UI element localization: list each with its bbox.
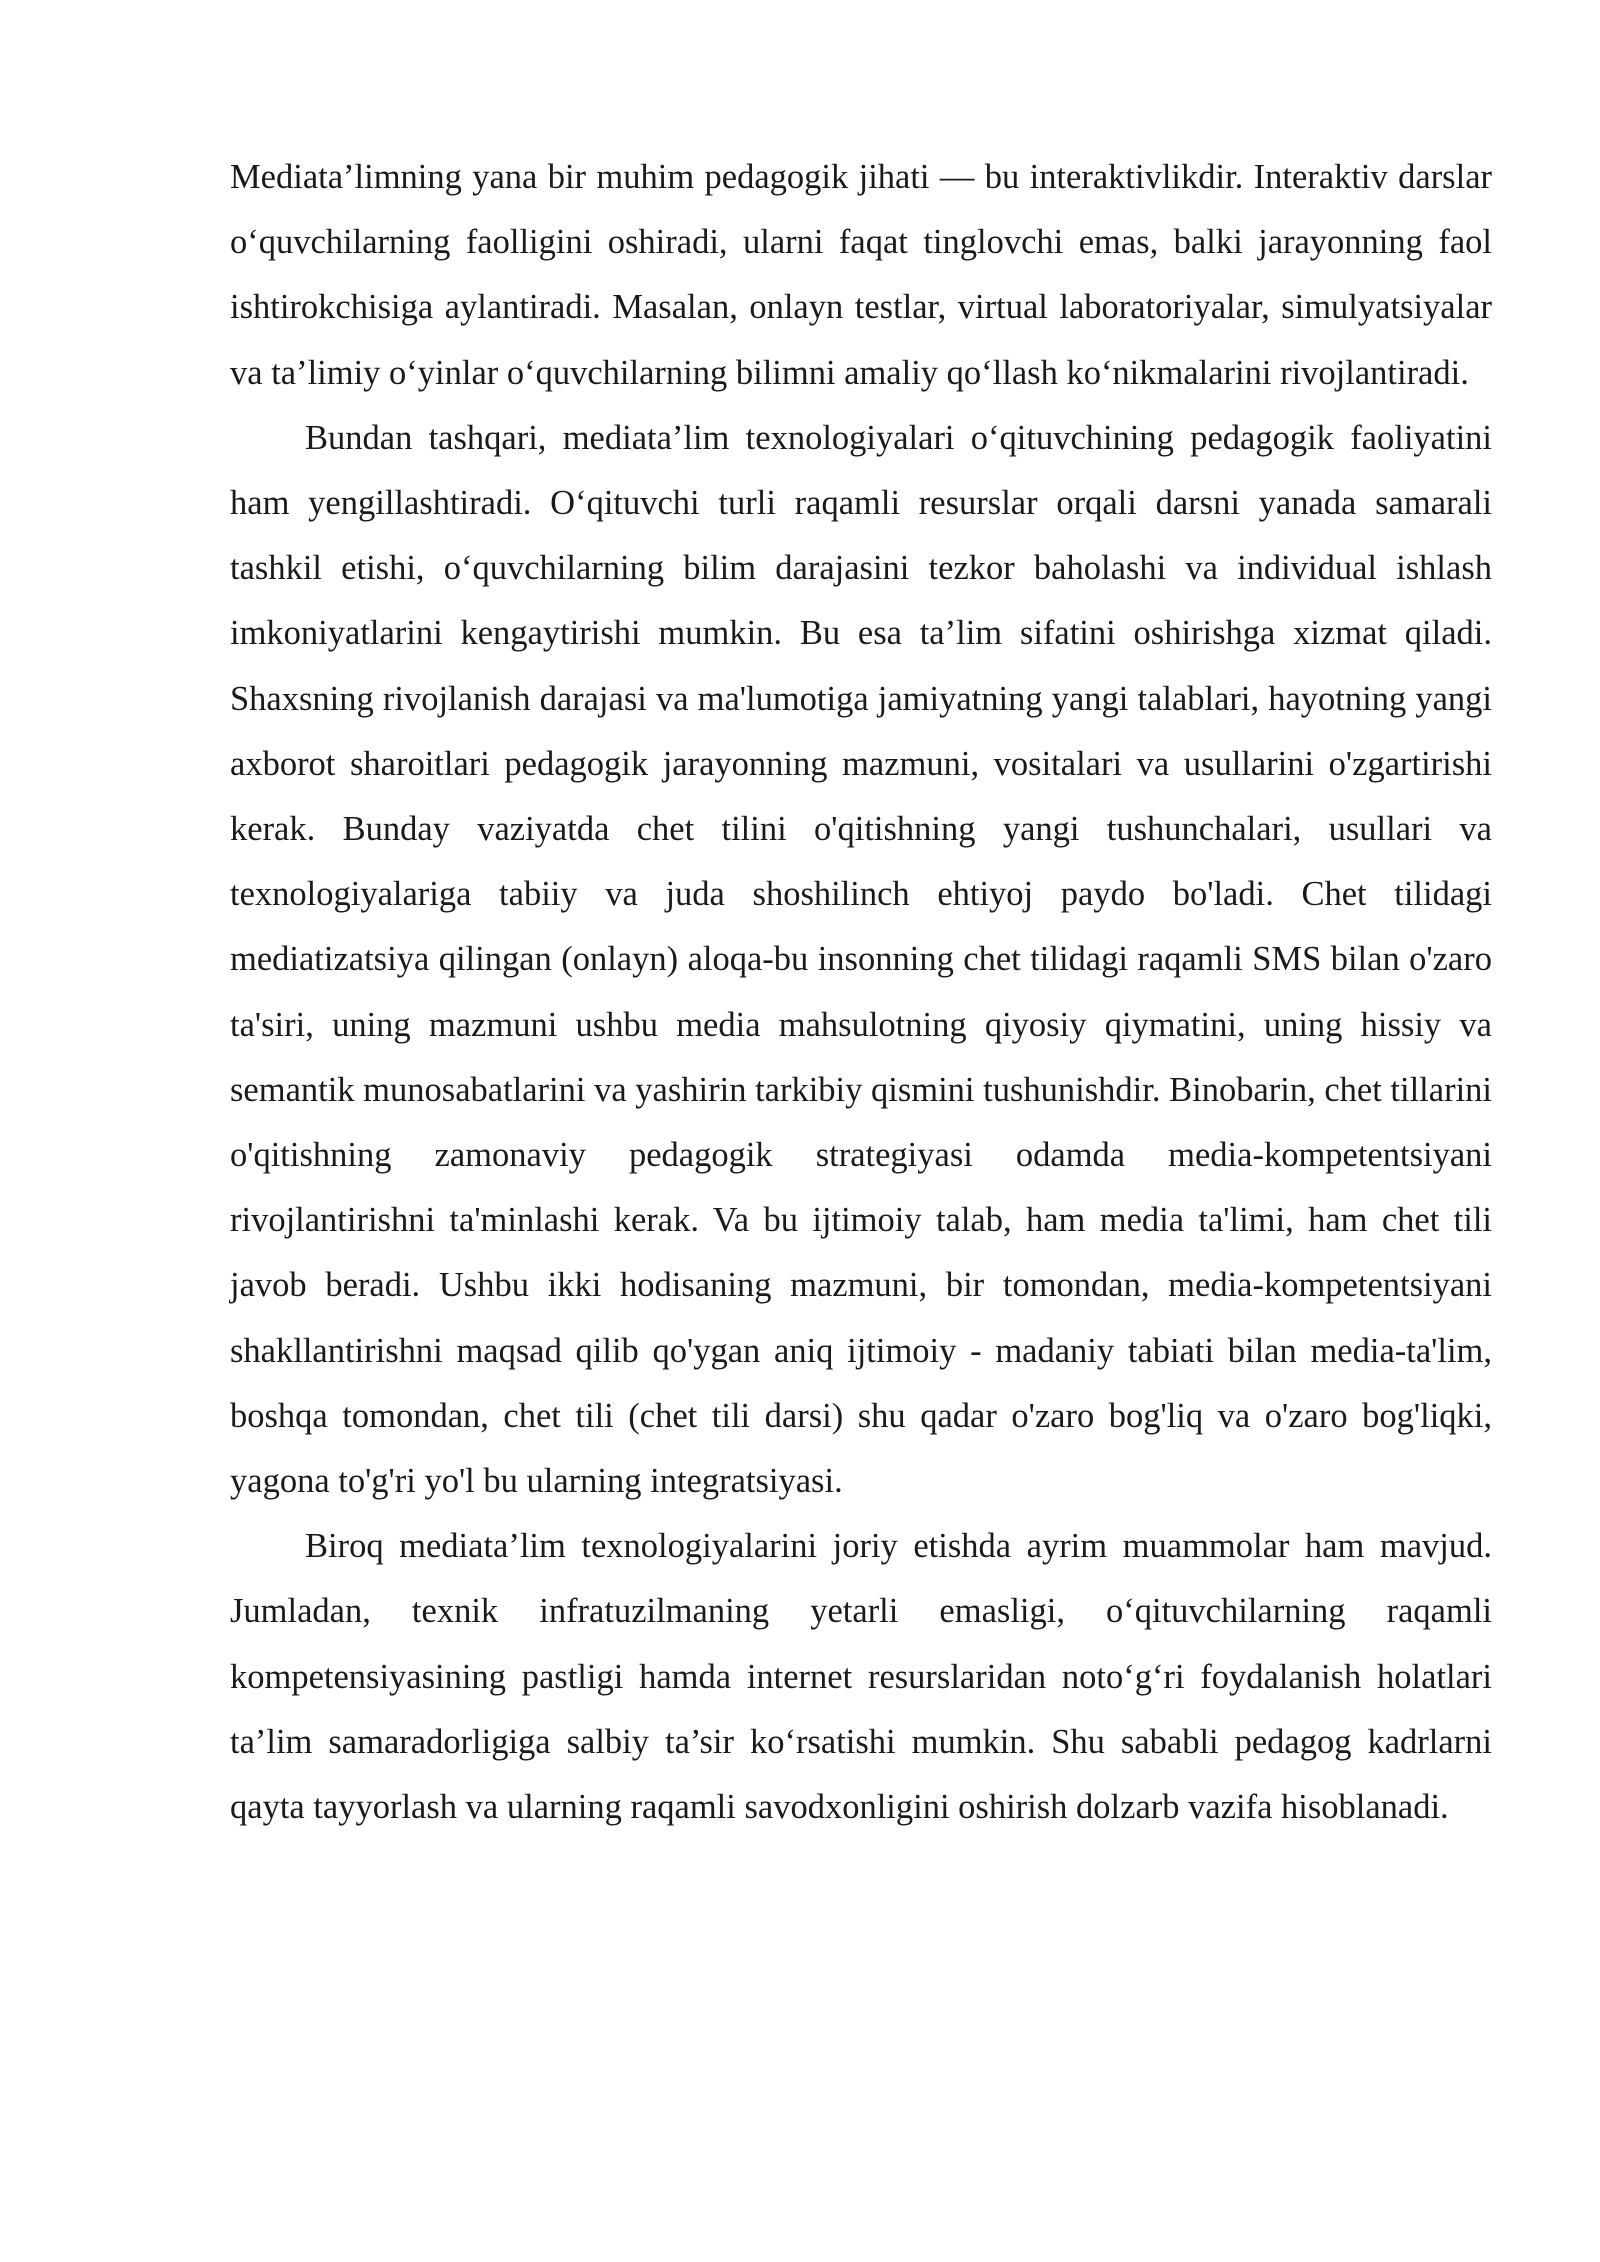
paragraph-interactivity: Mediata’limning yana bir muhim pedagogik jihati — bu interaktivlikdir. Interaktiv darslar o‘quvchilarning faolligini oshiradi, ularni faqat tinglovchi emas, balki jarayonning faol ishtirokchisiga aylantiradi. Masalan, onlayn testlar, virtual laboratoriyalar, simulyatsiyalar va ta’limiy o‘yinlar o‘quvchilarning bilimni amaliy qo‘llash ko‘nikmalarini rivojlantiradi. [230,158,1492,392]
paragraph-problems: Biroq mediata’lim texnologiyalarini joriy etishda ayrim muammolar ham mavjud. Jumladan, texnik infratuzilmaning yetarli emasligi, o‘qituvchilarning raqamli kompetensiyasining pastligi hamda internet resurslaridan noto‘g‘ri foydalanish holatlari ta’lim samaradorligiga salbiy ta’sir ko‘rsatishi mumkin. Shu sababli pedagog kadrlarni qayta tayyorlash va ularning raqamli savodxonligini oshirish dolzarb vazifa hisoblanadi. [230,1527,1492,1827]
document-body [230,145,1492,1840]
paragraph-teacher-activity: Bundan tashqari, mediata’lim texnologiyalari o‘qituvchining pedagogik faoliyatini ham yengillashtiradi. O‘qituvchi turli raqamli resurslar orqali darsni yanada samarali tashkil etishi, o‘quvchilarning bilim darajasini tezkor baholashi va individual ishlash imkoniyatlarini kengaytirishi mumkin. Bu esa ta’lim sifatini oshirishga xizmat qiladi. Shaxsning rivojlanish darajasi va ma'lumotiga jamiyatning yangi talablari, hayotning yangi axborot sharoitlari pedagogik jarayonning mazmuni, vositalari va usullarini o'zgartirishi kerak. Bunday vaziyatda chet tilini o'qitishning yangi tushunchalari, usullari va texnologiyalariga tabiiy va juda shoshilinch ehtiyoj paydo bo'ladi. Chet tilidagi mediatizatsiya qilingan (onlayn) aloqa-bu insonning chet tilidagi raqamli SMS bilan o'zaro ta'siri, uning mazmuni ushbu media mahsulotning qiyosiy qiymatini, uning hissiy va semantik munosabatlarini va yashirin tarkibiy qismini tushunishdir. Binobarin, chet tillarini o'qitishning zamonaviy pedagogik strategiyasi odamda media-kompetentsiyani rivojlantirishni ta'minlashi kerak. Va bu ijtimoiy talab, ham media ta'limi, ham chet tili javob beradi. Ushbu ikki hodisaning mazmuni, bir tomondan, media-kompetentsiyani shakllantirishni maqsad qilib qo'ygan aniq ijtimoiy - madaniy tabiati bilan media-ta'lim, boshqa tomondan, chet tili (chet tili darsi) shu qadar o'zaro bog'liq va o'zaro bog'liqki, yagona to'g'ri yo'l bu ularning integratsiyasi. [230,418,1492,1501]
